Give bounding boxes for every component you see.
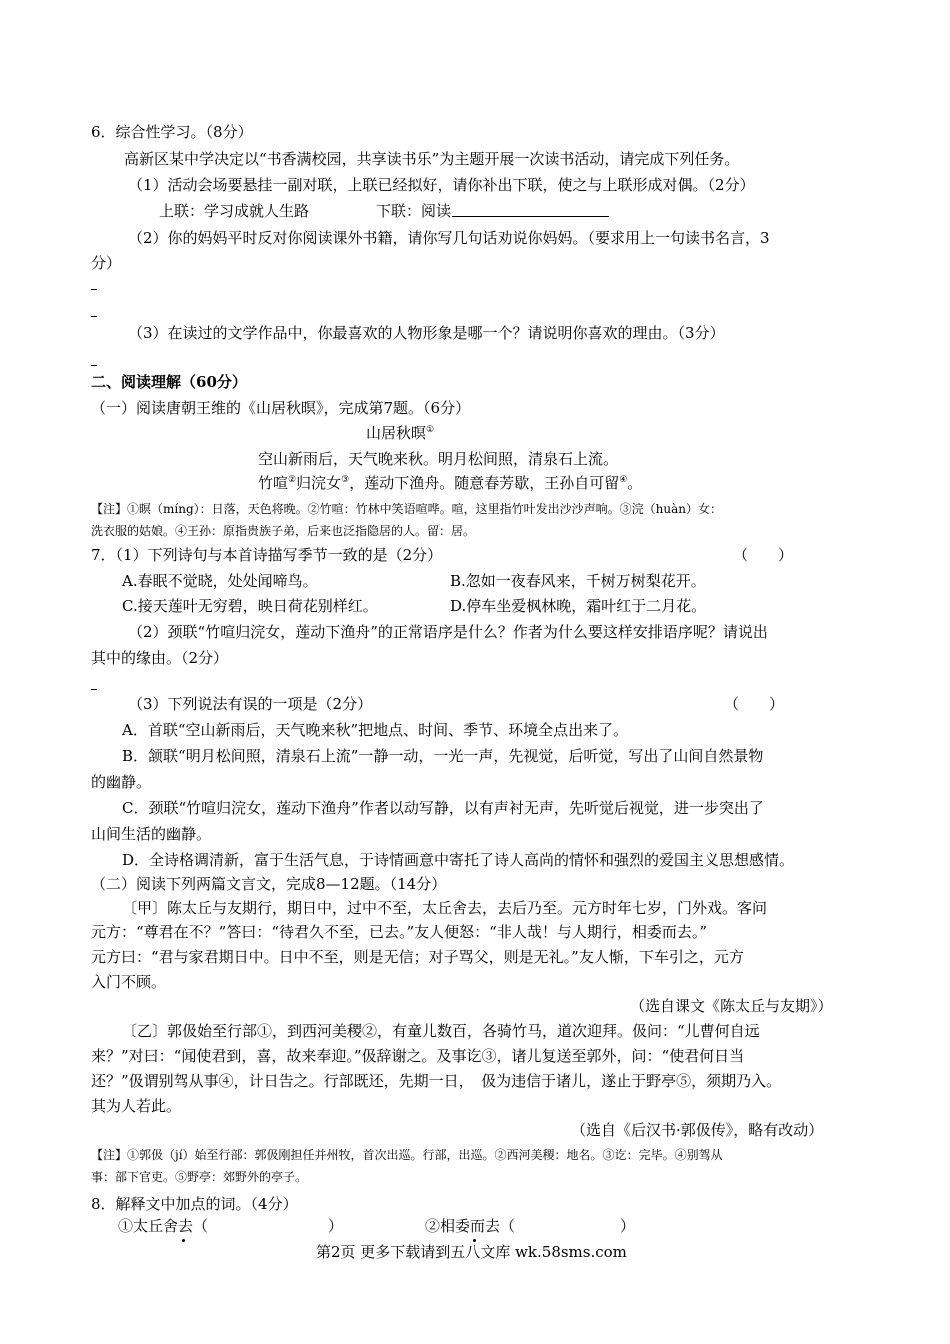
q6-intro: 高新区某中学决定以“书香满校园，共享读书乐”为主题开展一次读书活动，请完成下列任务。 xyxy=(124,150,740,168)
poem-title: 山居秋暝① xyxy=(366,424,435,442)
q7-part1: 7．（1）下列诗句与本首诗描写季节一致的是（2分） xyxy=(91,546,443,564)
text-jia-line2: 元方：“尊君在不？”答曰：“待君久不至，已去。”友人便怒：“非人哉！与人期行，相委而去。” xyxy=(91,923,708,941)
text-yi-line2: 来？”对曰：“闻使君到，喜，故来奉迎。”伋辞谢之。及事讫③，诸儿复送至郭外，问：“使君何日当 xyxy=(91,1047,745,1065)
q7-answer-paren-2[interactable]: （ ） xyxy=(724,695,785,713)
page-footer: 第2页 更多下载请到五八文库 wk.58sms.com xyxy=(316,1243,627,1261)
poem-line2: 竹喧②归浣女③，莲动下渔舟。随意春芳歇，王孙自可留④。 xyxy=(258,474,643,492)
q6-part2-line1: （2）你的妈妈平时反对你阅读课外书籍，请你写几句话劝说你妈妈。（要求用上一句读书名言，3 xyxy=(128,229,770,247)
text-note-line1: 【注】①郭伋（jí）始至行部：郭伋刚担任并州牧，首次出巡。行部，出巡。②西河美稷：地名。③讫：完毕。④别驾从 xyxy=(91,1148,723,1162)
q8-item-2[interactable]: ②相委而去（ ） xyxy=(425,1217,636,1235)
answer-line[interactable] xyxy=(91,689,97,690)
poem-note-line2: 洗衣服的姑娘。④王孙：原指贵族子弟，后来也泛指隐居的人。留：居。 xyxy=(91,524,476,538)
section2-title: 二、阅读理解（60分） xyxy=(91,373,247,391)
text-jia-line4: 入门不顾。 xyxy=(91,973,167,991)
q7-option-b: B.忽如一夜春风来，千树万树梨花开。 xyxy=(450,572,706,590)
q7-option-d: D.停车坐爱枫林晚，霜叶红于二月花。 xyxy=(450,597,707,615)
text-jia-line3: 元方曰：“君与家君期日中。日中不至，则是无信；对子骂父，则是无礼。”友人惭，下车引之，元方 xyxy=(91,948,744,966)
couplet-answer-blank[interactable] xyxy=(452,216,609,217)
part2-intro: （二）阅读下列两篇文言文，完成8—12题。（14分） xyxy=(91,875,447,893)
part1-intro: （一）阅读唐朝王维的《山居秋暝》，完成第7题。（6分） xyxy=(91,399,471,417)
couplet-upper: 上联：学习成就人生路 xyxy=(159,202,310,220)
text-jia-line1: 〔甲〕陈太丘与友期行，期日中，过中不至，太丘舍去，去后乃至。元方时年七岁，门外戏。客问 xyxy=(122,899,768,917)
q6-part1: （1）活动会场要悬挂一副对联，上联已经拟好，请你补出下联，使之与上联形成对偶。（2分） xyxy=(128,176,755,194)
text-yi-line1: 〔乙〕郭伋始至行部①，到西河美稷②，有童儿数百，各骑竹马，道次迎拜。伋问：“儿曹何自远 xyxy=(122,1022,760,1040)
text-yi-line3: 还？”伋谓别驾从事④，计日告之。行部既还，先期一日， 伋为违信于诸儿，遂止于野亭⑤，须期乃入。 xyxy=(91,1072,782,1090)
emphasis-dot xyxy=(182,1239,185,1242)
q7-answer-paren-1[interactable]: （ ） xyxy=(733,546,794,564)
q8-title: 8．解释文中加点的词。（4分） xyxy=(91,1195,298,1213)
q7-option-a: A.春眠不觉晓，处处闻啼鸟。 xyxy=(122,572,318,590)
q6-part2-line2: 分） xyxy=(91,254,122,272)
answer-line[interactable] xyxy=(91,289,97,290)
poem-line1: 空山新雨后，天气晚来秋。明月松间照，清泉石上流。 xyxy=(258,450,619,468)
text-yi-source: （选自《后汉书·郭伋传》，略有改动） xyxy=(571,1121,824,1139)
q7-choice-b-line2: 的幽静。 xyxy=(91,773,152,791)
q7-choice-c-line2: 山间生活的幽静。 xyxy=(91,825,212,843)
q7-part3: （3）下列说法有误的一项是（2分） xyxy=(128,695,373,713)
q7-choice-c-line1: C．颈联“竹喧归浣女，莲动下渔舟”作者以动写静，以有声衬无声，先听觉后视觉，进一步突出了 xyxy=(122,799,764,817)
q7-part2-line1: （2）颈联“竹喧归浣女，莲动下渔舟”的正常语序是什么？作者为什么要这样安排语序呢？请说出 xyxy=(128,623,768,641)
couplet-lower-label: 下联：阅读 xyxy=(376,202,452,220)
q7-choice-b-line1: B．颔联“明月松间照，清泉石上流”一静一动，一光一声，先视觉，后听觉，写出了山间自然景物 xyxy=(122,747,764,765)
q7-choice-a: A．首联“空山新雨后，天气晚来秋”把地点、时间、季节、环境全点出来了。 xyxy=(122,721,629,739)
text-jia-source: （选自课文《陈太丘与友期》） xyxy=(630,997,833,1015)
q6-title: 6．综合性学习。（8分） xyxy=(91,123,253,141)
poem-note-line1: 【注】①暝（míng）：日落，天色将晚。②竹喧：竹林中笑语喧哗。喧，这里指竹叶发出沙沙声响。③浣（huàn）女： xyxy=(91,502,722,516)
q7-part2-line2: 其中的缘由。（2分） xyxy=(91,649,229,667)
q7-option-c: C.接天莲叶无穷碧，映日荷花别样红。 xyxy=(122,597,378,615)
text-note-line2: 事：部下官吏。⑤野亭：郊野外的亭子。 xyxy=(91,1170,308,1184)
answer-line[interactable] xyxy=(91,316,97,317)
q7-choice-d: D．全诗格调清新，富于生活气息，于诗情画意中寄托了诗人高尚的情怀和强烈的爱国主义思想感情。 xyxy=(122,851,795,869)
text-yi-line4: 其为人若此。 xyxy=(91,1097,182,1115)
q6-part3: （3）在读过的文学作品中，你最喜欢的人物形象是哪一个？请说明你喜欢的理由。（3分） xyxy=(128,324,725,342)
q8-item-1[interactable]: ①太丘舍去（ ） xyxy=(118,1217,344,1235)
answer-line[interactable] xyxy=(91,365,97,366)
